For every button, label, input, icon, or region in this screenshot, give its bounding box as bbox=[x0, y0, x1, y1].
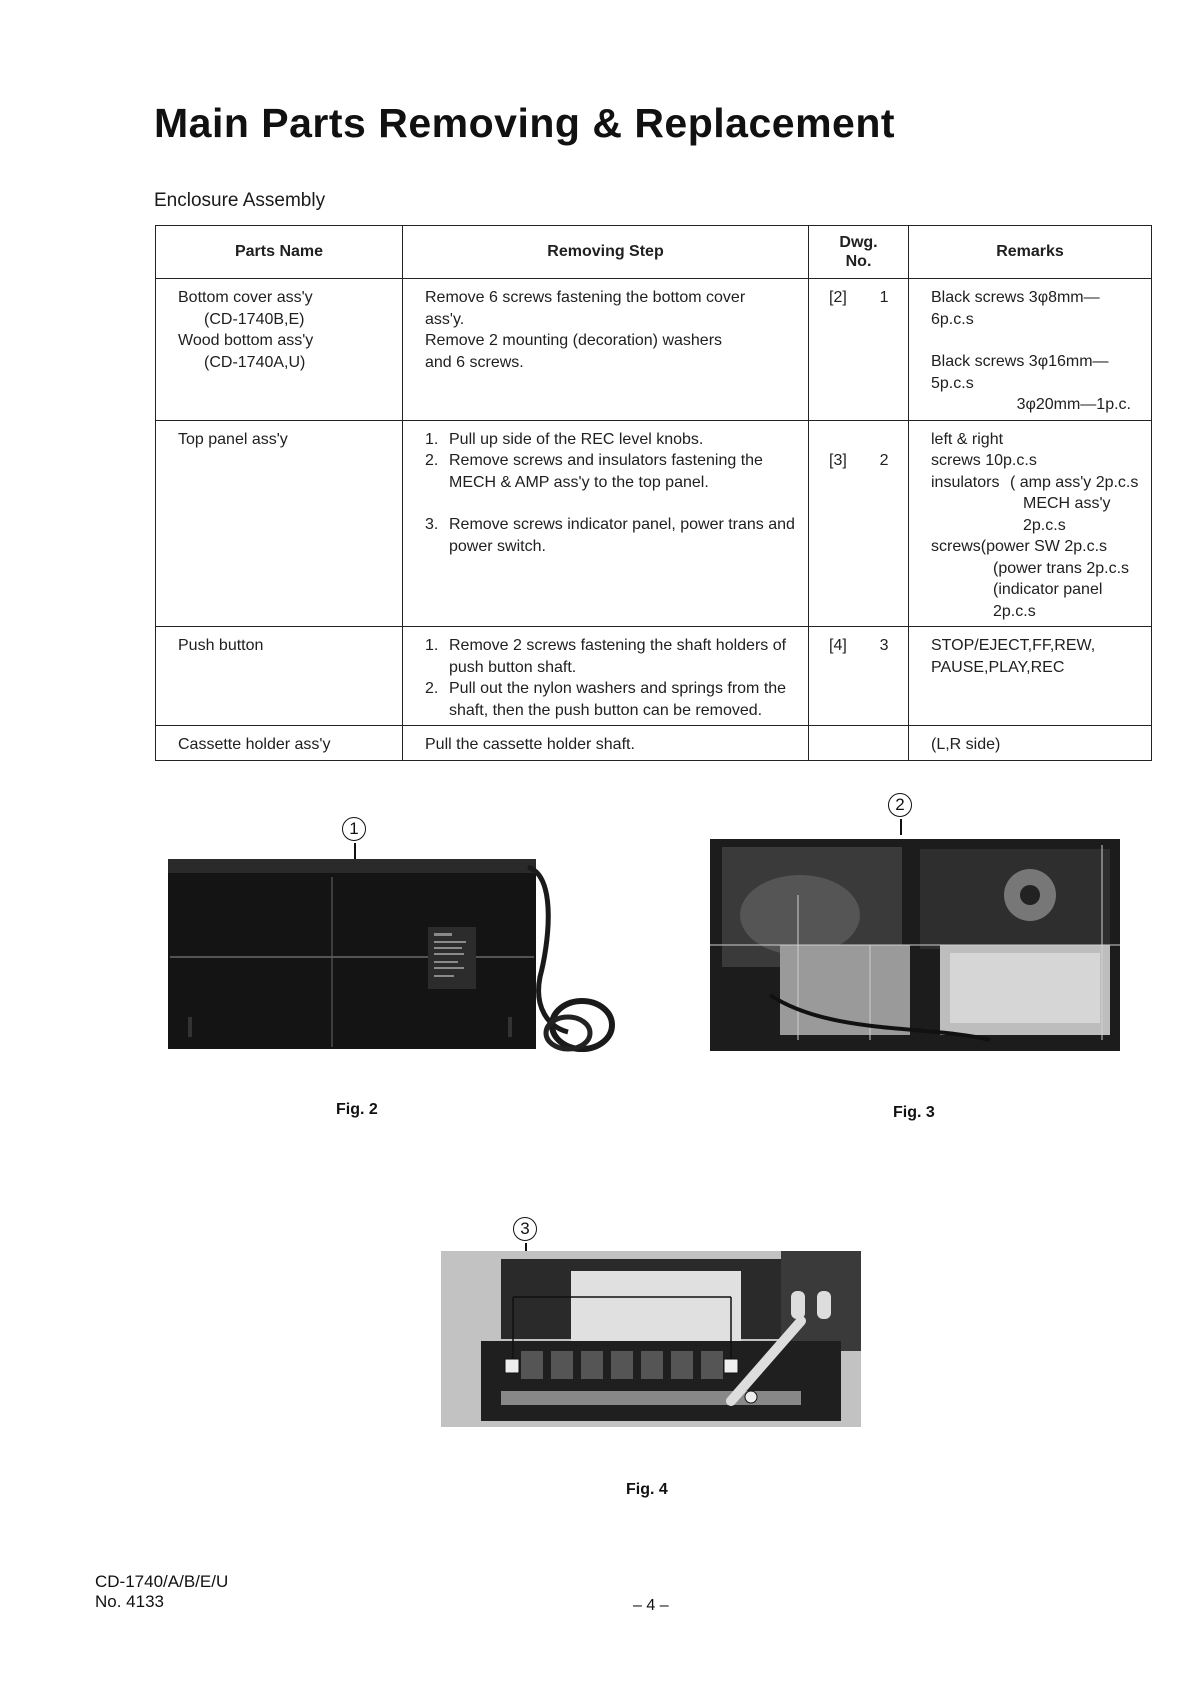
parts-name-line: (CD-1740A,U) bbox=[204, 353, 306, 371]
callout-1: 1 bbox=[342, 817, 366, 841]
header-removing-step: Removing Step bbox=[403, 226, 809, 279]
step-line: and 6 screws. bbox=[425, 353, 524, 371]
remark-line: MECH ass'y 2p.c.s bbox=[1023, 495, 1111, 534]
dwg-no: [4] 3 bbox=[829, 637, 889, 654]
page-number: – 4 – bbox=[633, 1597, 669, 1614]
step-number: 3. bbox=[425, 516, 439, 533]
step-line: Remove 2 mounting (decoration) washers bbox=[425, 332, 723, 349]
callout-3: 3 bbox=[513, 1217, 537, 1241]
remark-line: Black screws 3φ8mm—6p.c.s bbox=[931, 289, 1100, 328]
remarks-cell bbox=[909, 279, 1152, 421]
remark-label: insulators bbox=[931, 473, 1000, 491]
step-line: Pull the cassette holder shaft. bbox=[425, 736, 635, 753]
parts-name-line: Push button bbox=[178, 637, 264, 654]
step-item bbox=[425, 514, 798, 557]
parts-name-line: Wood bottom ass'y bbox=[178, 332, 314, 349]
remark-line: (power trans 2p.c.s bbox=[993, 559, 1130, 577]
table-header-row bbox=[156, 226, 1152, 279]
fig2-caption: Fig. 2 bbox=[336, 1101, 378, 1118]
remarks-cell bbox=[909, 420, 1152, 627]
fig4-photo bbox=[441, 1251, 861, 1427]
parts-name-cell bbox=[156, 420, 403, 627]
section-title: Enclosure Assembly bbox=[154, 190, 326, 211]
step-item bbox=[425, 635, 798, 678]
callout-2: 2 bbox=[888, 793, 912, 817]
dwg-no: [2] 1 bbox=[829, 289, 889, 306]
removing-step-cell bbox=[403, 279, 809, 421]
table-row bbox=[156, 726, 1152, 761]
remark-line: insulators ( amp ass'y 2p.c.s bbox=[931, 473, 1139, 491]
step-number: 1. bbox=[425, 637, 439, 654]
remark-line: Black screws 3φ16mm—5p.c.s bbox=[931, 353, 1109, 392]
table-row bbox=[156, 420, 1152, 627]
remark-value: indicator panel 2p.c.s bbox=[993, 581, 1103, 620]
step-text: Pull out the nylon washers and springs from the shaft, then the push button can be removed. bbox=[449, 680, 787, 719]
dwg-no-cell bbox=[809, 726, 909, 761]
step-text: Remove screws indicator panel, power trans and power switch. bbox=[449, 516, 795, 555]
parts-name-line: Top panel ass'y bbox=[178, 430, 288, 448]
fig2-photo bbox=[168, 857, 628, 1055]
fig3-photo bbox=[710, 835, 1122, 1053]
remark-label: screws bbox=[931, 538, 981, 555]
table-row bbox=[156, 279, 1152, 421]
bottom-cover-photo bbox=[168, 857, 628, 1055]
remarks-cell bbox=[909, 627, 1152, 726]
remark-line: (indicator panel 2p.c.s bbox=[993, 581, 1103, 620]
step-number: 2. bbox=[425, 680, 439, 697]
header-dwg-no bbox=[809, 226, 909, 279]
step-text: Remove 2 screws fastening the shaft holders of push button shaft. bbox=[449, 637, 787, 676]
document-number: No. 4133 bbox=[95, 1592, 164, 1611]
remark-value: power trans 2p.c.s bbox=[998, 559, 1130, 577]
step-item bbox=[425, 429, 798, 451]
fig3-caption: Fig. 3 bbox=[893, 1104, 935, 1121]
removing-step-cell bbox=[403, 627, 809, 726]
step-number: 1. bbox=[425, 430, 439, 448]
parts-name-cell bbox=[156, 627, 403, 726]
remark-line: 3φ20mm—1p.c. bbox=[1016, 396, 1131, 413]
dwg-no-cell bbox=[809, 420, 909, 627]
top-panel-photo bbox=[710, 835, 1122, 1053]
parts-name-line: Bottom cover ass'y bbox=[178, 289, 313, 306]
step-text: Remove screws and insulators fastening the MECH & AMP ass'y to the top panel. bbox=[449, 452, 763, 491]
remark-line: screws(power SW 2p.c.s bbox=[931, 538, 1108, 555]
step-line: Remove 6 screws fastening the bottom cover bbox=[425, 289, 746, 306]
step-item bbox=[425, 678, 798, 721]
header-dwg-no-text: Dwg. No. bbox=[839, 234, 878, 270]
header-remarks: Remarks bbox=[909, 226, 1152, 279]
model-number: CD-1740/A/B/E/U bbox=[95, 1572, 229, 1591]
header-parts-name: Parts Name bbox=[156, 226, 403, 279]
remark-line: screws 10p.c.s bbox=[931, 452, 1037, 469]
remark-value: power SW 2p.c.s bbox=[986, 538, 1108, 555]
dwg-no-cell bbox=[809, 279, 909, 421]
step-number: 2. bbox=[425, 452, 439, 469]
step-line: ass'y. bbox=[425, 310, 465, 328]
footer-model bbox=[95, 1572, 228, 1612]
step-item bbox=[425, 450, 798, 493]
remarks-cell bbox=[909, 726, 1152, 761]
remark-line: left & right bbox=[931, 430, 1004, 448]
parts-name-line: Cassette holder ass'y bbox=[178, 736, 331, 753]
step-text: Pull up side of the REC level knobs. bbox=[449, 430, 704, 448]
dwg-no-cell bbox=[809, 627, 909, 726]
parts-table bbox=[155, 225, 1152, 761]
remark-line: (L,R side) bbox=[931, 736, 1001, 753]
remark-line: PAUSE,PLAY,REC bbox=[931, 658, 1065, 676]
removing-step-cell bbox=[403, 726, 809, 761]
dwg-no: [3] 2 bbox=[829, 451, 889, 469]
push-button-photo bbox=[441, 1251, 861, 1427]
remark-line: STOP/EJECT,FF,REW, bbox=[931, 637, 1096, 654]
removing-step-cell bbox=[403, 420, 809, 627]
parts-name-line: (CD-1740B,E) bbox=[204, 310, 305, 328]
remark-value: amp ass'y 2p.c.s bbox=[1019, 473, 1139, 491]
parts-name-cell bbox=[156, 279, 403, 421]
parts-name-cell bbox=[156, 726, 403, 761]
fig4-caption: Fig. 4 bbox=[626, 1481, 668, 1498]
page-title: Main Parts Removing & Replacement bbox=[154, 100, 896, 146]
table-row bbox=[156, 627, 1152, 726]
